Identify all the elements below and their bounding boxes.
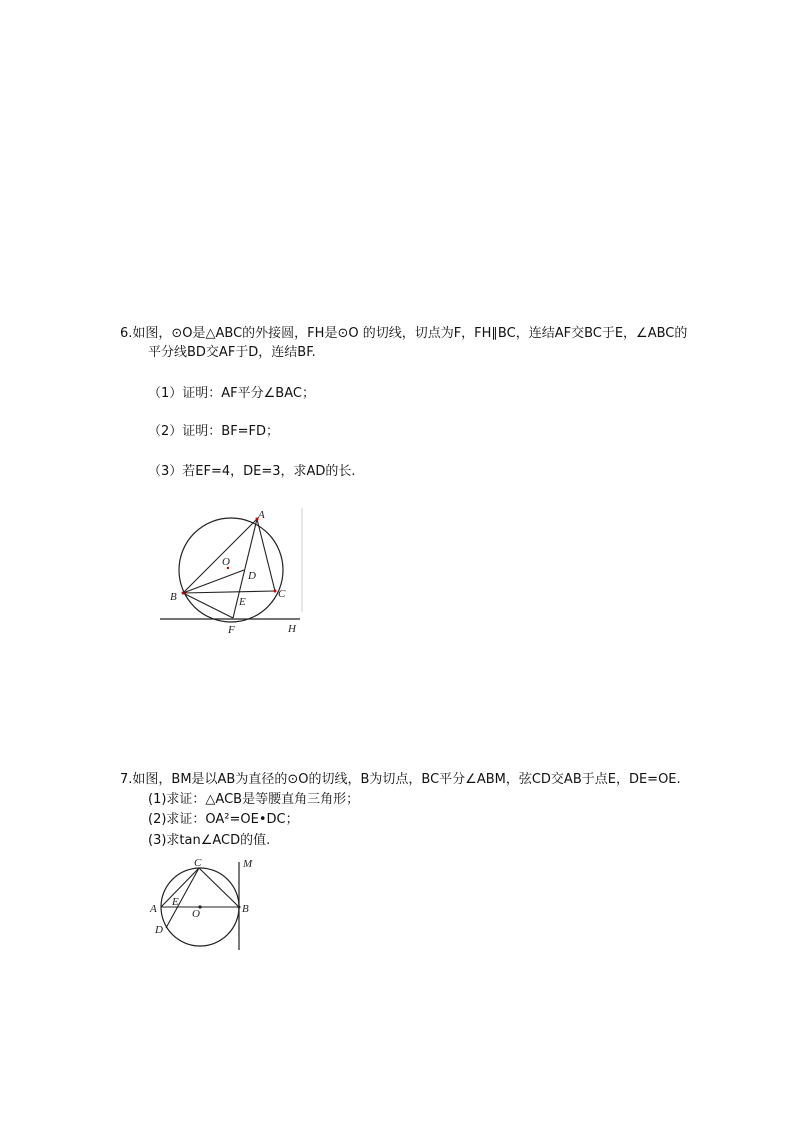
label-h: H — [288, 623, 296, 635]
point-b — [238, 906, 241, 909]
problem6-question-3: （3）若EF=4，DE=3，求AD的长. — [148, 464, 356, 479]
label-c: C — [194, 857, 202, 869]
problem6-question-2: （2）证明：BF=FD； — [148, 424, 280, 439]
label-e: E — [239, 596, 246, 608]
label-d: D — [248, 570, 256, 582]
problem7-question-3: (3)求tan∠ACD的值. — [148, 833, 271, 848]
problem6-statement-line1: 6.如图，⊙O是△ABC的外接圆，FH是⊙O 的切线，切点为F，FH∥BC，连结AF交BC于E，∠ABC的 — [120, 326, 688, 341]
label-c: C — [278, 588, 286, 600]
label-a: A — [150, 903, 157, 915]
problem6-question-1: （1）证明：AF平分∠BAC； — [148, 386, 315, 401]
label-b: B — [242, 903, 249, 915]
label-a: A — [258, 509, 265, 521]
problem7-statement-line1: 7.如图，BM是以AB为直径的⊙O的切线，B为切点，BC平分∠ABM，弦CD交AB于点E，DE=OE. — [120, 772, 681, 787]
label-d: D — [155, 924, 163, 936]
problem7-question-2: (2)求证：OA²=OE•DC； — [148, 812, 299, 827]
label-o: O — [192, 908, 200, 920]
segment-bc — [199, 868, 239, 907]
problem6-statement-line2: 平分线BD交AF于D，连结BF. — [148, 345, 316, 360]
label-b: B — [170, 591, 177, 603]
problem7-question-1: (1)求证：△ACB是等腰直角三角形； — [148, 792, 360, 807]
label-o: O — [222, 556, 230, 568]
label-f: F — [228, 624, 235, 636]
label-m: M — [243, 858, 253, 870]
label-e: E — [172, 896, 179, 908]
